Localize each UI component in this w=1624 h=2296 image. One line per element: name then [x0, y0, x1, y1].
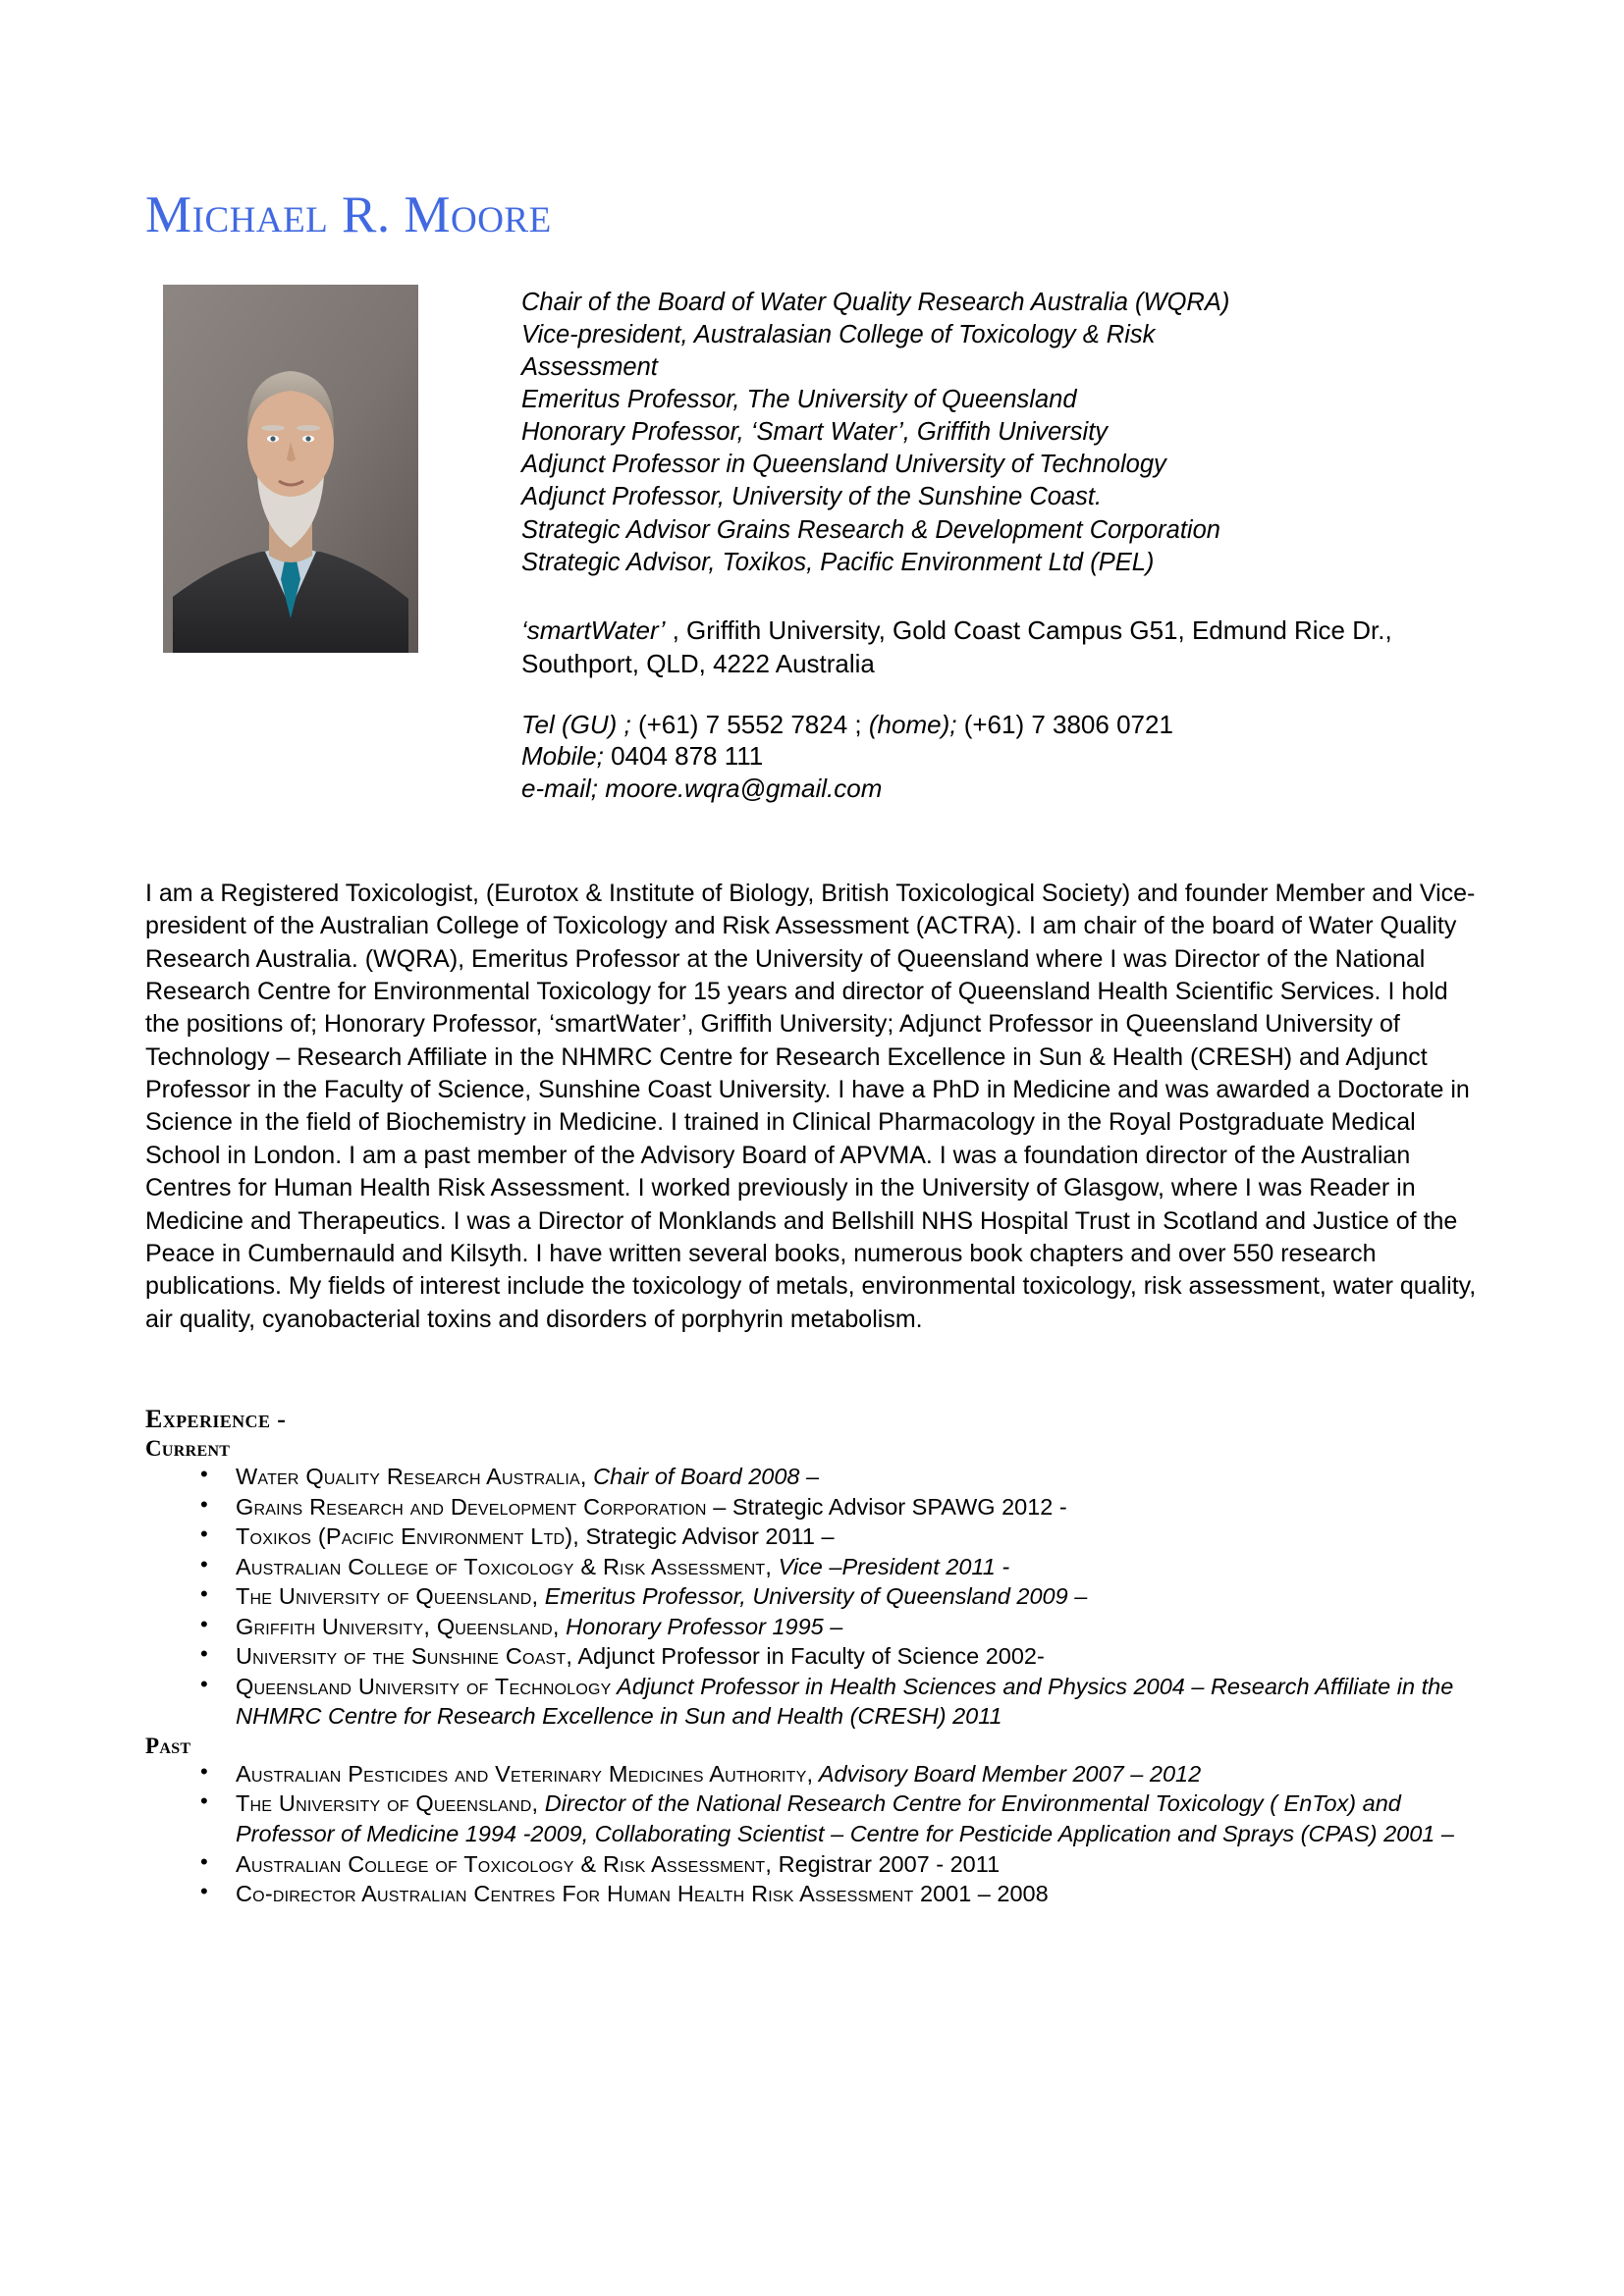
tel-label: Tel (GU) ; — [521, 709, 631, 739]
position-line: Vice-president, Australasian College of Toxicology & Risk — [521, 320, 1156, 348]
org-name: The University of Queensland, — [236, 1583, 539, 1610]
email-label: e-mail; — [521, 774, 599, 803]
list-item — [145, 1612, 1483, 1642]
org-name: Co-director Australian Centres For Human Health Risk Assessment — [236, 1881, 914, 1907]
role-text: Emeritus Professor, University of Queensland 2009 – — [538, 1583, 1088, 1610]
email-value[interactable]: moore.wqra@gmail.com — [605, 774, 883, 803]
org-name: Australian College of Toxicology & Risk Assessment, — [236, 1553, 773, 1579]
role-text: – Strategic Advisor SPAWG 2012 - — [706, 1493, 1067, 1520]
biography-paragraph: I am a Registered Toxicologist, (Eurotox & Institute of Biology, British Toxicological Society) and founder Member and Vice-president of the Australian College of Toxicology and Risk Assessment (ACTRA). I am chair of the board of Water Quality Research Australia. (WQRA), Emeritus Professor at the University of Queensland where I was Director of the National Research Centre for Environmental Toxicology for 15 years and director of Queensland Health Scientific Services. I hold the positions of; Honorary Professor, ‘smartWater’, Griffith University; Adjunct Professor in Queensland University of Technology – Research Affiliate in the NHMRC Centre for Research Excellence in Sun & Health (CRESH) and Adjunct Professor in the Faculty of Science, Sunshine Coast University. I have a PhD in Medicine and was awarded a Doctorate in Science in the field of Biochemistry in Medicine. I trained in Clinical Pharmacology in the Royal Postgraduate Medical School in London. I am a past member of the Advisory Board of APVMA. I was a foundation director of the Australian Centres for Human Health Risk Assessment. I worked previously in the University of Glasgow, where I was Reader in Medicine and Therapeutics. I was a Director of Monklands and Bellshill NHS Hospital Trust in Scotland and Justice of the Peace in Cumbernauld and Kilsyth. I have written several books, numerous book chapters and over 550 research publications. My fields of interest include the toxicology of metals, environmental toxicology, risk assessment, water quality, air quality, cyanobacterial toxins and disorders of porphyrin metabolism. — [145, 879, 1477, 1333]
role-text: Adjunct Professor in Faculty of Science 2002- — [572, 1643, 1045, 1670]
role-text: 2001 – 2008 — [913, 1881, 1049, 1907]
page-content — [145, 0, 1483, 1909]
list-item — [145, 1672, 1483, 1732]
position-line: Adjunct Professor, University of the Sunshine Coast. — [521, 483, 1103, 511]
email-line — [521, 773, 1483, 805]
mobile-value: 0404 878 111 — [611, 741, 764, 772]
list-item — [145, 1879, 1483, 1909]
org-name: Grains Research and Development Corporation — [236, 1493, 707, 1520]
position-line: Adjunct Professor in Queensland University of Technology — [521, 451, 1166, 479]
role-text: Vice –President 2011 - — [772, 1553, 1010, 1579]
postal-address — [521, 614, 1483, 681]
list-item — [145, 1581, 1483, 1612]
org-name: The University of Queensland, — [236, 1790, 539, 1817]
list-item — [145, 1641, 1483, 1672]
org-name: Australian College of Toxicology & Risk Assessment, — [236, 1850, 773, 1877]
role-text: Adjunct Professor in Health Sciences and Physics 2004 – Research Affiliate in the NHMRC Centre for Research Excellence in Sun and Health (CRESH) 2011 — [236, 1673, 1454, 1730]
list-item — [145, 1492, 1483, 1522]
phone-line — [521, 709, 1483, 741]
org-name: Griffith University, Queensland, — [236, 1613, 560, 1639]
experience-section — [145, 1405, 1483, 1909]
position-line: Chair of the Board of Water Quality Research Australia (WQRA) — [521, 288, 1230, 316]
position-line: Strategic Advisor Grains Research & Development Corporation — [521, 515, 1220, 544]
current-experience-list — [145, 1462, 1483, 1732]
list-item — [145, 1552, 1483, 1582]
past-experience-list — [145, 1759, 1483, 1909]
page-title: Michael R. Moore — [145, 187, 552, 243]
home-label: (home); — [868, 709, 957, 739]
position-line: Strategic Advisor, Toxikos, Pacific Environment Ltd (PEL) — [521, 548, 1155, 576]
org-name: Queensland University of Technology — [236, 1673, 612, 1699]
org-name: Water Quality Research Australia, — [236, 1464, 587, 1489]
positions-list — [521, 287, 1483, 579]
tel-value: (+61) 7 5552 7824 ; — [637, 709, 862, 739]
org-name: Australian Pesticides and Veterinary Medicines Authority, — [236, 1760, 814, 1787]
address-org: ‘smartWater’ — [521, 614, 666, 645]
role-text: Strategic Advisor 2011 – — [579, 1523, 835, 1550]
current-subheading: Current — [145, 1436, 231, 1461]
mobile-line — [521, 740, 1483, 773]
list-item — [145, 1462, 1483, 1492]
position-line: Honorary Professor, ‘Smart Water’, Griffith University — [521, 418, 1109, 447]
org-name: University of the Sunshine Coast, — [236, 1643, 573, 1670]
list-item — [145, 1522, 1483, 1552]
contact-details — [521, 709, 1483, 805]
list-item — [145, 1759, 1483, 1789]
mobile-label: Mobile; — [521, 741, 604, 772]
position-line: Emeritus Professor, The University of Queensland — [521, 386, 1077, 414]
header-text-block — [521, 285, 1483, 805]
experience-heading: Experience - — [145, 1405, 287, 1433]
home-value: (+61) 7 3806 0721 — [963, 709, 1173, 739]
list-item — [145, 1849, 1483, 1880]
list-item — [145, 1789, 1483, 1848]
role-text: Honorary Professor 1995 – — [559, 1613, 843, 1639]
past-subheading: Past — [145, 1733, 191, 1758]
portrait-photo — [163, 285, 418, 653]
role-text: Chair of Board 2008 – — [586, 1464, 820, 1489]
role-text: Registrar 2007 - 2011 — [772, 1850, 1001, 1877]
org-name: Toxikos (Pacific Environment Ltd), — [236, 1523, 580, 1550]
role-text: Director of the National Research Centre for Environmental Toxicology ( EnTox) and Professor of Medicine 1994 -2009, Collaborating Scientist – Centre for Pesticide Application and Sprays (CPAS) 2001 – — [236, 1790, 1454, 1847]
position-line: Assessment — [521, 352, 658, 381]
address-rest: , Griffith University, Gold Coast Campus G51, Edmund Rice Dr., Southport, QLD, 4222 Australia — [521, 614, 1392, 678]
header-block — [145, 285, 1483, 805]
role-text: Advisory Board Member 2007 – 2012 — [813, 1760, 1202, 1787]
